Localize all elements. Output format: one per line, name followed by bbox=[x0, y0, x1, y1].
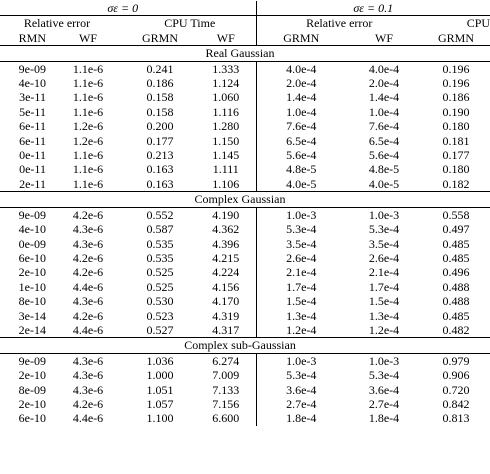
table-row bbox=[0, 222, 490, 236]
sigma-point-one-header: σε = 0.1 bbox=[353, 1, 394, 15]
table-cell: 0.163 bbox=[146, 176, 174, 191]
table-cell: 0.180 bbox=[442, 162, 470, 177]
table-row bbox=[0, 251, 490, 265]
table-cell: 5.3e-4 bbox=[368, 368, 400, 383]
table-cell: 2.0e-4 bbox=[368, 76, 400, 91]
table-cell: 4.156 bbox=[196, 280, 256, 294]
table-cell: 1.106 bbox=[196, 177, 256, 192]
table-cell: 0.535 bbox=[146, 236, 174, 251]
col-header-wf-cpu: WF bbox=[196, 31, 256, 46]
table-row bbox=[0, 105, 490, 119]
table-row bbox=[0, 397, 490, 411]
table-row bbox=[0, 294, 490, 308]
table-cell: 0e-09 bbox=[18, 236, 46, 251]
table-cell: 1.2e-4 bbox=[286, 322, 317, 337]
table-row bbox=[0, 207, 490, 222]
table-cell: 1.4e-4 bbox=[286, 90, 317, 105]
table-cell: 5e-11 bbox=[19, 104, 46, 119]
table-cell: 1.0e-3 bbox=[368, 353, 400, 368]
table-cell: 4.317 bbox=[196, 323, 256, 338]
table-cell: 4.319 bbox=[196, 309, 256, 323]
table-cell: 0.720 bbox=[442, 382, 470, 397]
table-cell: 1.3e-4 bbox=[286, 308, 317, 323]
table-cell: 2e-11 bbox=[19, 176, 46, 191]
table-cell: 4.4e-6 bbox=[72, 411, 104, 426]
table-cell: 6.5e-4 bbox=[368, 133, 400, 148]
table-cell: 0.979 bbox=[442, 353, 470, 368]
table-cell: 0.180 bbox=[442, 119, 470, 134]
table-cell: 2.7e-4 bbox=[286, 396, 317, 411]
table-cell: 0.525 bbox=[146, 279, 174, 294]
table-cell: 4.3e-6 bbox=[72, 382, 104, 397]
table-cell: 4.362 bbox=[196, 222, 256, 236]
table-cell: 1.060 bbox=[196, 90, 256, 104]
table-cell: 1.5e-4 bbox=[368, 294, 400, 309]
table-cell: 1.1e-6 bbox=[72, 76, 104, 91]
table-cell: 4.0e-4 bbox=[286, 61, 317, 76]
table-cell: 1.7e-4 bbox=[286, 279, 317, 294]
table-cell: 1.3e-4 bbox=[368, 308, 400, 323]
table-cell: 1.333 bbox=[196, 61, 256, 76]
table-cell: 3e-11 bbox=[19, 90, 46, 105]
table-row bbox=[0, 119, 490, 133]
table-cell: 4.3e-6 bbox=[72, 368, 104, 383]
table-cell: 1.0e-3 bbox=[286, 353, 317, 368]
sigma-header-row bbox=[0, 1, 490, 16]
group-relative-error-left: Relative error bbox=[23, 16, 91, 31]
group-header-row bbox=[0, 16, 490, 31]
table-cell: 9e-09 bbox=[18, 61, 46, 76]
table-cell: 0.535 bbox=[146, 250, 174, 265]
table-cell: 2.1e-4 bbox=[368, 265, 400, 280]
table-cell: 0e-11 bbox=[19, 162, 46, 177]
table-cell: 0.842 bbox=[442, 396, 470, 411]
section-title: Real Gaussian bbox=[0, 46, 490, 61]
table-row bbox=[0, 353, 490, 368]
table-cell: 0.530 bbox=[146, 294, 174, 309]
table-cell: 0.488 bbox=[442, 294, 470, 309]
table-row bbox=[0, 309, 490, 323]
table-row bbox=[0, 148, 490, 162]
table-cell: 8e-10 bbox=[18, 294, 46, 309]
table-cell: 3.5e-4 bbox=[286, 236, 317, 251]
table-cell: 5.6e-4 bbox=[368, 148, 400, 163]
table-cell: 9e-09 bbox=[18, 207, 46, 222]
table-cell: 4.3e-6 bbox=[72, 236, 104, 251]
table-cell: 1.280 bbox=[196, 119, 256, 133]
table-cell: 1.0e-4 bbox=[286, 104, 317, 119]
table-cell: 1.8e-4 bbox=[286, 411, 317, 426]
table-cell: 7.133 bbox=[196, 383, 256, 397]
table-cell: 0.190 bbox=[442, 104, 470, 119]
table-cell: 1.2e-6 bbox=[72, 119, 104, 134]
table-cell: 6e-10 bbox=[18, 411, 46, 426]
table-row bbox=[0, 134, 490, 148]
table-cell: 0.186 bbox=[146, 76, 174, 91]
table-cell: 0.177 bbox=[442, 148, 470, 163]
table-cell: 9e-09 bbox=[18, 353, 46, 368]
table-cell: 0.485 bbox=[442, 236, 470, 251]
section-header-row bbox=[0, 46, 490, 61]
column-header-row bbox=[0, 31, 490, 46]
col-header-grmn-cpu-right: GRMN bbox=[438, 30, 475, 45]
table-cell: 1.150 bbox=[196, 134, 256, 148]
table-cell: 2e-10 bbox=[18, 265, 46, 280]
col-header-wf-right: WF bbox=[375, 30, 393, 45]
table-cell: 4e-10 bbox=[18, 76, 46, 91]
table-cell: 0.813 bbox=[442, 411, 470, 426]
table-cell: 4.170 bbox=[196, 294, 256, 308]
table-cell: 1.145 bbox=[196, 148, 256, 162]
table-cell: 4.3e-6 bbox=[72, 294, 104, 309]
table-cell: 0.497 bbox=[442, 222, 470, 237]
table-cell: 1.1e-6 bbox=[72, 148, 104, 163]
table-row bbox=[0, 411, 490, 425]
table-cell: 0.182 bbox=[442, 176, 470, 191]
table-cell: 1.5e-4 bbox=[286, 294, 317, 309]
table-cell: 1.116 bbox=[196, 105, 256, 119]
group-relative-error-right: Relative error bbox=[306, 16, 373, 31]
table-row bbox=[0, 90, 490, 104]
table-row bbox=[0, 280, 490, 294]
table-cell: 0.482 bbox=[442, 322, 470, 337]
section-title: Complex Gaussian bbox=[0, 192, 490, 207]
table-cell: 2e-14 bbox=[18, 322, 46, 337]
table-cell: 0.485 bbox=[442, 308, 470, 323]
table-cell: 1.057 bbox=[146, 396, 174, 411]
group-cpu-right: CPU bbox=[466, 16, 490, 31]
col-header-rmn: RMN bbox=[18, 30, 46, 45]
table-cell: 0.241 bbox=[146, 61, 174, 76]
section-title: Complex sub-Gaussian bbox=[0, 338, 490, 353]
table-cell: 4e-10 bbox=[18, 222, 46, 237]
table-cell: 5.3e-4 bbox=[286, 368, 317, 383]
table-cell: 0.181 bbox=[442, 133, 470, 148]
table-cell: 6.274 bbox=[196, 353, 256, 368]
table-cell: 4.3e-6 bbox=[72, 353, 104, 368]
table-cell: 1.4e-4 bbox=[368, 90, 400, 105]
table-cell: 1.100 bbox=[146, 411, 174, 426]
table-cell: 4.2e-6 bbox=[72, 396, 104, 411]
table-cell: 0.523 bbox=[146, 308, 174, 323]
table-cell: 1.0e-3 bbox=[286, 207, 317, 222]
table-cell: 4.224 bbox=[196, 265, 256, 279]
table-cell: 2e-10 bbox=[18, 368, 46, 383]
results-table bbox=[0, 1, 490, 426]
table-cell: 1.8e-4 bbox=[368, 411, 400, 426]
table-row bbox=[0, 265, 490, 279]
table-cell: 4.396 bbox=[196, 237, 256, 251]
table-cell: 2.7e-4 bbox=[368, 396, 400, 411]
table-cell: 0.552 bbox=[146, 207, 174, 222]
table-cell: 3.6e-4 bbox=[368, 382, 400, 397]
group-cpu-time-left: CPU Time bbox=[124, 16, 256, 31]
table-cell: 1.1e-6 bbox=[72, 90, 104, 105]
table-cell: 3e-14 bbox=[18, 308, 46, 323]
table-cell: 1.1e-6 bbox=[72, 61, 104, 76]
table-cell: 1.036 bbox=[146, 353, 174, 368]
table-cell: 6e-11 bbox=[19, 133, 46, 148]
table-cell: 1.000 bbox=[146, 368, 174, 383]
table-cell: 1.7e-4 bbox=[368, 279, 400, 294]
table-row bbox=[0, 162, 490, 176]
table-cell: 4.215 bbox=[196, 251, 256, 265]
col-header-grmn-right: GRMN bbox=[283, 30, 320, 45]
table-cell: 0.200 bbox=[146, 119, 174, 134]
table-cell: 1.1e-6 bbox=[72, 104, 104, 119]
table-cell: 0.485 bbox=[442, 250, 470, 265]
table-cell: 4.4e-6 bbox=[72, 279, 104, 294]
table-cell: 6.5e-4 bbox=[286, 133, 317, 148]
table-cell: 0.177 bbox=[146, 133, 174, 148]
section-header-row bbox=[0, 338, 490, 353]
table-cell: 3.5e-4 bbox=[368, 236, 400, 251]
table-cell: 0.906 bbox=[442, 368, 470, 383]
table-cell: 2.6e-4 bbox=[368, 250, 400, 265]
table-cell: 5.6e-4 bbox=[286, 148, 317, 163]
table-cell: 7.6e-4 bbox=[368, 119, 400, 134]
table-cell: 1.1e-6 bbox=[72, 176, 104, 191]
table-cell: 4.0e-4 bbox=[368, 61, 400, 76]
table-cell: 0.213 bbox=[146, 148, 174, 163]
section-header-row bbox=[0, 192, 490, 207]
table-row bbox=[0, 383, 490, 397]
table-cell: 0.196 bbox=[442, 76, 470, 91]
table-row bbox=[0, 237, 490, 251]
table-cell: 1.111 bbox=[196, 162, 256, 176]
table-cell: 7.156 bbox=[196, 397, 256, 411]
table-cell: 1.0e-3 bbox=[368, 207, 400, 222]
col-header-wf: WF bbox=[79, 30, 97, 45]
table-cell: 0.186 bbox=[442, 90, 470, 105]
table-cell: 0.158 bbox=[146, 90, 174, 105]
table-cell: 2.6e-4 bbox=[286, 250, 317, 265]
table-cell: 4.4e-6 bbox=[72, 322, 104, 337]
table-cell: 0.488 bbox=[442, 279, 470, 294]
table-cell: 0.527 bbox=[146, 322, 174, 337]
table-cell: 4.2e-6 bbox=[72, 207, 104, 222]
table-cell: 1.2e-4 bbox=[368, 322, 400, 337]
table-cell: 2.1e-4 bbox=[286, 265, 317, 280]
table-cell: 0e-11 bbox=[19, 148, 46, 163]
table-cell: 2e-10 bbox=[18, 396, 46, 411]
table-cell: 1.1e-6 bbox=[72, 162, 104, 177]
table-cell: 1.2e-6 bbox=[72, 133, 104, 148]
table-cell: 5.3e-4 bbox=[286, 222, 317, 237]
table-cell: 4.2e-6 bbox=[72, 250, 104, 265]
table-cell: 0.163 bbox=[146, 162, 174, 177]
table-cell: 0.196 bbox=[442, 61, 470, 76]
table-row bbox=[0, 61, 490, 76]
table-cell: 6.600 bbox=[196, 411, 256, 425]
table-cell: 1.124 bbox=[196, 76, 256, 90]
table-cell: 3.6e-4 bbox=[286, 382, 317, 397]
table-cell: 0.558 bbox=[442, 207, 470, 222]
table-cell: 4.190 bbox=[196, 207, 256, 222]
table-cell: 5.3e-4 bbox=[368, 222, 400, 237]
table-row bbox=[0, 76, 490, 90]
table-cell: 4.0e-5 bbox=[286, 176, 317, 191]
table-cell: 2.0e-4 bbox=[286, 76, 317, 91]
table-cell: 4.0e-5 bbox=[368, 176, 400, 191]
table-cell: 4.8e-5 bbox=[286, 162, 317, 177]
table-cell: 1e-10 bbox=[18, 279, 46, 294]
table-row bbox=[0, 368, 490, 382]
table-cell: 0.158 bbox=[146, 104, 174, 119]
table-cell: 6e-11 bbox=[19, 119, 46, 134]
table-cell: 4.2e-6 bbox=[72, 265, 104, 280]
table-cell: 1.051 bbox=[146, 382, 174, 397]
table-cell: 4.2e-6 bbox=[72, 308, 104, 323]
col-header-grmn: GRMN bbox=[141, 30, 178, 45]
table-cell: 4.3e-6 bbox=[72, 222, 104, 237]
table-cell: 7.6e-4 bbox=[286, 119, 317, 134]
table-cell: 4.8e-5 bbox=[368, 162, 400, 177]
table-cell: 0.525 bbox=[146, 265, 174, 280]
table-cell: 6e-10 bbox=[18, 250, 46, 265]
table-cell: 8e-09 bbox=[18, 382, 46, 397]
table-row bbox=[0, 323, 490, 338]
table-cell: 0.587 bbox=[146, 222, 174, 237]
sigma-zero-header: σε = 0 bbox=[0, 1, 256, 16]
table-cell: 7.009 bbox=[196, 368, 256, 382]
table-cell: 1.0e-4 bbox=[368, 104, 400, 119]
table-cell: 0.496 bbox=[442, 265, 470, 280]
table-row bbox=[0, 177, 490, 192]
